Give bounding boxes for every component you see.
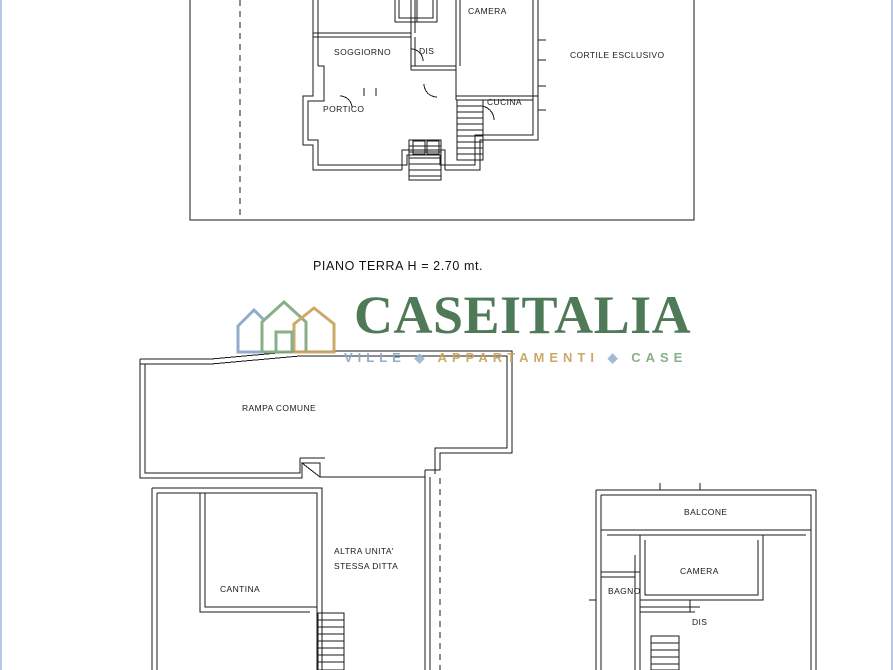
- upper-plan-outline: [190, 0, 694, 220]
- watermark-separator-1: ◆: [414, 350, 430, 365]
- right-plan-staircase: [651, 636, 679, 670]
- watermark-separator-2: ◆: [607, 350, 623, 365]
- upper-plan-walls: [303, 0, 538, 170]
- room-label-balcone: BALCONE: [684, 507, 728, 517]
- room-label-camera-upper: CAMERA: [468, 6, 507, 16]
- room-label-portico: PORTICO: [323, 104, 365, 114]
- watermark-brand: CASEITALIA: [354, 285, 692, 345]
- caseitalia-watermark: [232, 285, 692, 380]
- plan-caption: PIANO TERRA H = 2.70 mt.: [313, 259, 484, 273]
- room-label-cantina: CANTINA: [220, 584, 261, 594]
- room-label-rampa-comune: RAMPA COMUNE: [242, 403, 317, 413]
- room-label-bagno: BAGNO: [608, 586, 641, 596]
- watermark-tagline-case: CASE: [631, 350, 688, 365]
- upper-plan-lower-stair: [409, 140, 441, 180]
- room-label-dis-right: DIS: [692, 617, 708, 627]
- room-label-soggiorno: SOGGIORNO: [334, 47, 391, 57]
- room-label-altra-unita-line2: STESSA DITTA: [334, 561, 399, 571]
- house-logo-icon: [232, 292, 352, 364]
- room-label-cucina: CUCINA: [487, 97, 522, 107]
- watermark-tagline-appartamenti: APPARTAMENTI: [437, 350, 599, 365]
- watermark-tagline: [344, 350, 687, 366]
- room-label-cortile-esclusivo: CORTILE ESCLUSIVO: [570, 50, 665, 60]
- watermark-tagline-ville: VILLE: [344, 350, 406, 365]
- upper-plan-staircase: [457, 100, 483, 160]
- room-label-dis-upper: DIS: [419, 46, 435, 56]
- room-label-altra-unita-line1: ALTRA UNITA': [334, 546, 394, 556]
- room-label-camera-right: CAMERA: [680, 566, 719, 576]
- lower-plan-walls: [140, 351, 512, 670]
